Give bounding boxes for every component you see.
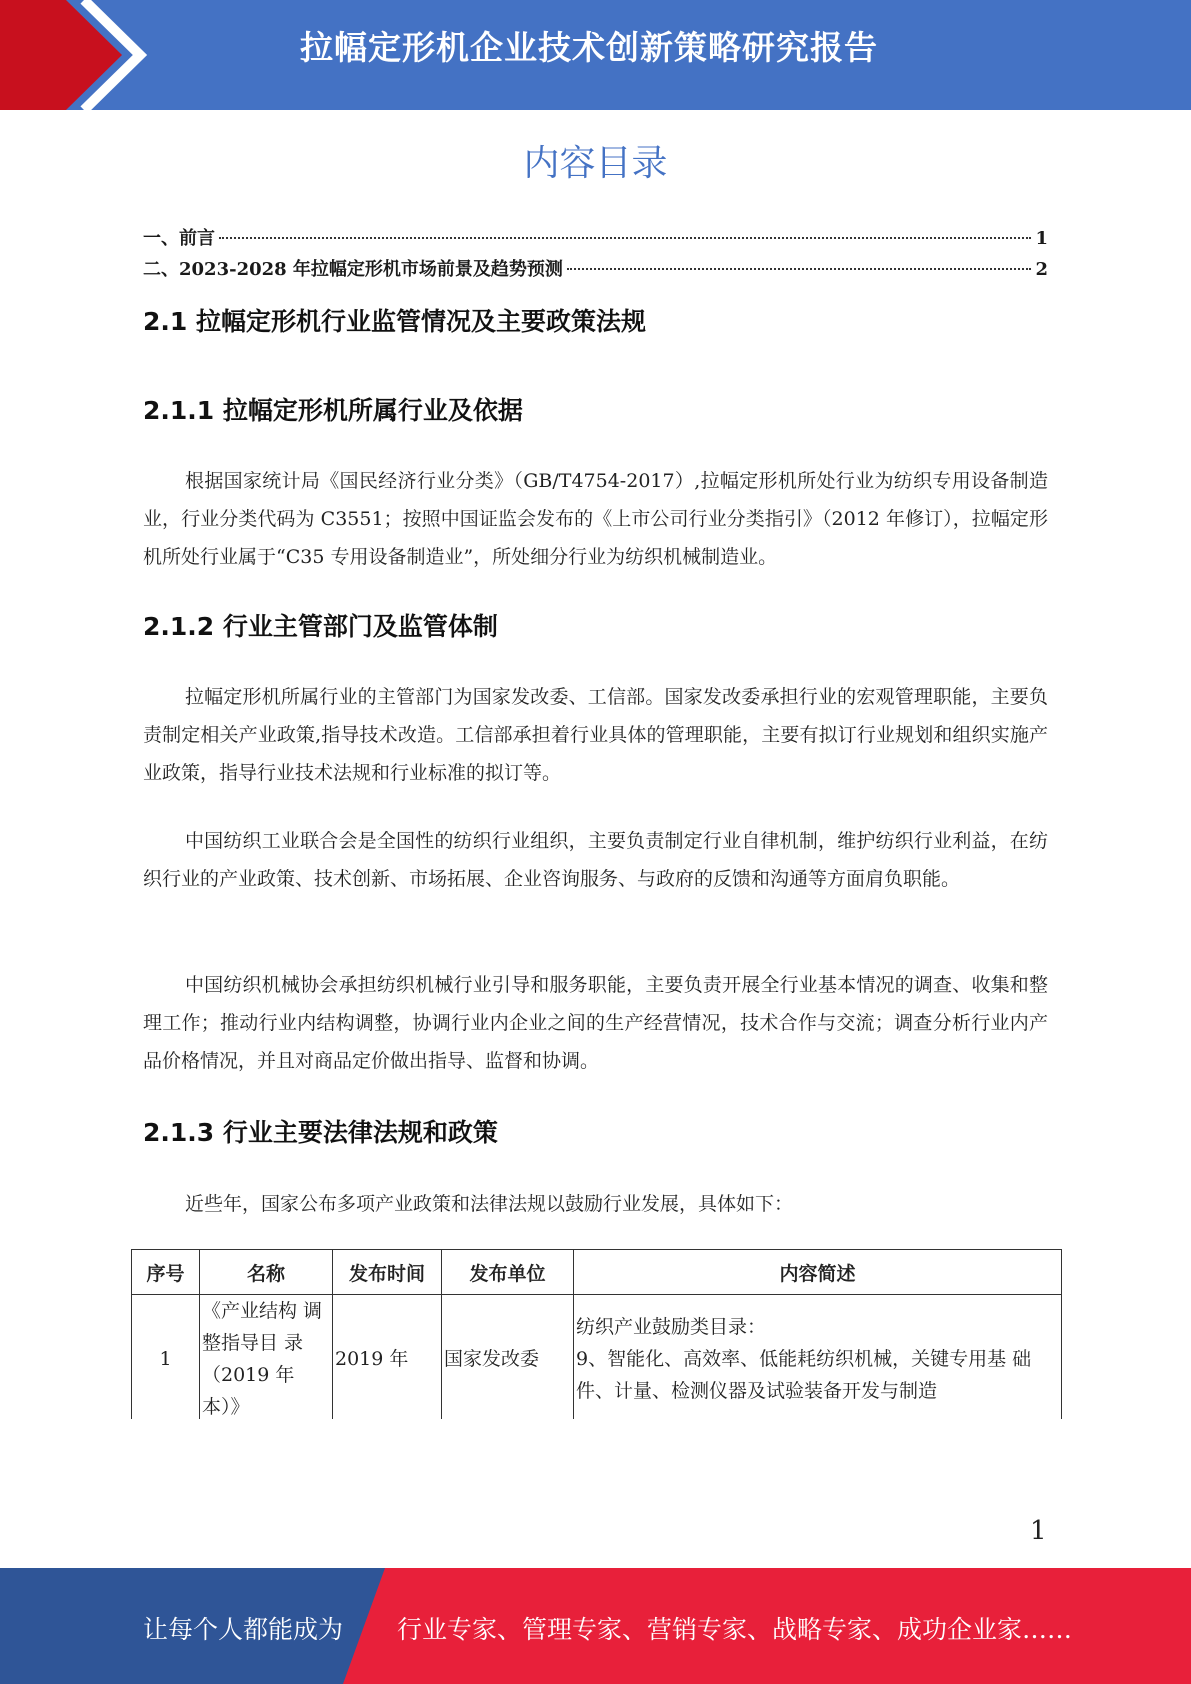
body-paragraph: 中国纺织工业联合会是全国性的纺织行业组织，主要负责制定行业自律机制，维护纺织行业利益，在纺织行业的产业政策、技术创新、市场拓展、企业咨询服务、与政府的反馈和沟通等方面肩负职能。	[143, 830, 1048, 890]
column-header-date: 发布时间	[333, 1250, 442, 1295]
policy-table	[131, 1249, 1062, 1424]
toc-entry-label: 二、2023-2028 年拉幅定形机市场前景及趋势预测	[143, 259, 563, 280]
toc-entry[interactable]	[143, 255, 1048, 283]
toc-entry-label: 一、前言	[143, 228, 215, 249]
page-break-clip	[125, 1419, 1075, 1433]
section-heading: 2.1.3 行业主要法律法规和政策	[143, 1118, 498, 1147]
header-arrow-decoration	[0, 0, 150, 110]
table-row	[132, 1295, 1062, 1424]
cell-date: 2019 年	[333, 1295, 442, 1424]
section-heading: 2.1.2 行业主管部门及监管体制	[143, 612, 498, 641]
toc-entry[interactable]	[143, 224, 1048, 252]
summary-line: 纺织产业鼓励类目录：	[576, 1316, 767, 1338]
cell-name: 《产业结构 调整指导目 录（2019 年本）》	[200, 1295, 333, 1424]
column-header-issuer: 发布单位	[442, 1250, 574, 1295]
cell-no: 1	[132, 1295, 200, 1424]
cell-issuer: 国家发改委	[442, 1295, 574, 1424]
page-number: 1	[1030, 1516, 1047, 1546]
summary-line: 9、智能化、高效率、低能耗纺织机械，关键专用基 础件、计量、检测仪器及试验装备开发与制造	[576, 1348, 1032, 1402]
section-heading: 2.1.1 拉幅定形机所属行业及依据	[143, 396, 523, 425]
column-header-summary: 内容简述	[574, 1250, 1062, 1295]
toc-heading: 内容目录	[523, 143, 668, 184]
cell-summary	[574, 1295, 1062, 1424]
section-heading: 2.1 拉幅定形机行业监管情况及主要政策法规	[143, 307, 646, 336]
report-title: 拉幅定形机企业技术创新策略研究报告	[300, 28, 878, 67]
column-header-no: 序号	[132, 1250, 200, 1295]
toc-entry-page: 2	[1035, 259, 1048, 280]
toc-entry-page: 1	[1035, 228, 1048, 249]
table-header-row	[132, 1250, 1062, 1295]
body-paragraph: 中国纺织机械协会承担纺织机械行业引导和服务职能，主要负责开展全行业基本情况的调查、收集和整理工作；推动行业内结构调整，协调行业内企业之间的生产经营情况，技术合作与交流；调查分析行业内产品价格情况，并且对商品定价做出指导、监督和协调。	[143, 974, 1048, 1072]
column-header-name: 名称	[200, 1250, 333, 1295]
footer-slogan-right: 行业专家、管理专家、营销专家、战略专家、成功企业家……	[397, 1615, 1073, 1644]
toc-leader-dots	[219, 237, 1031, 239]
body-paragraph: 拉幅定形机所属行业的主管部门为国家发改委、工信部。国家发改委承担行业的宏观管理职能，主要负责制定相关产业政策,指导技术改造。工信部承担着行业具体的管理职能，主要有拟订行业规划和组织实施产业政策，指导行业技术法规和行业标准的拟订等。	[143, 686, 1048, 784]
footer-slogan-left: 让每个人都能成为	[143, 1615, 344, 1644]
toc-leader-dots	[567, 268, 1032, 270]
body-paragraph: 近些年，国家公布多项产业政策和法律法规以鼓励行业发展，具体如下：	[185, 1193, 794, 1215]
body-paragraph: 根据国家统计局《国民经济行业分类》（GB/T4754-2017）,拉幅定形机所处行业为纺织专用设备制造业，行业分类代码为 C3551；按照中国证监会发布的《上市公司行业分类指引》（2012 年修订），拉幅定形机所处行业属于“C35 专用设备制造业”，所处细分行业为纺织机械制造业。	[143, 470, 1048, 568]
